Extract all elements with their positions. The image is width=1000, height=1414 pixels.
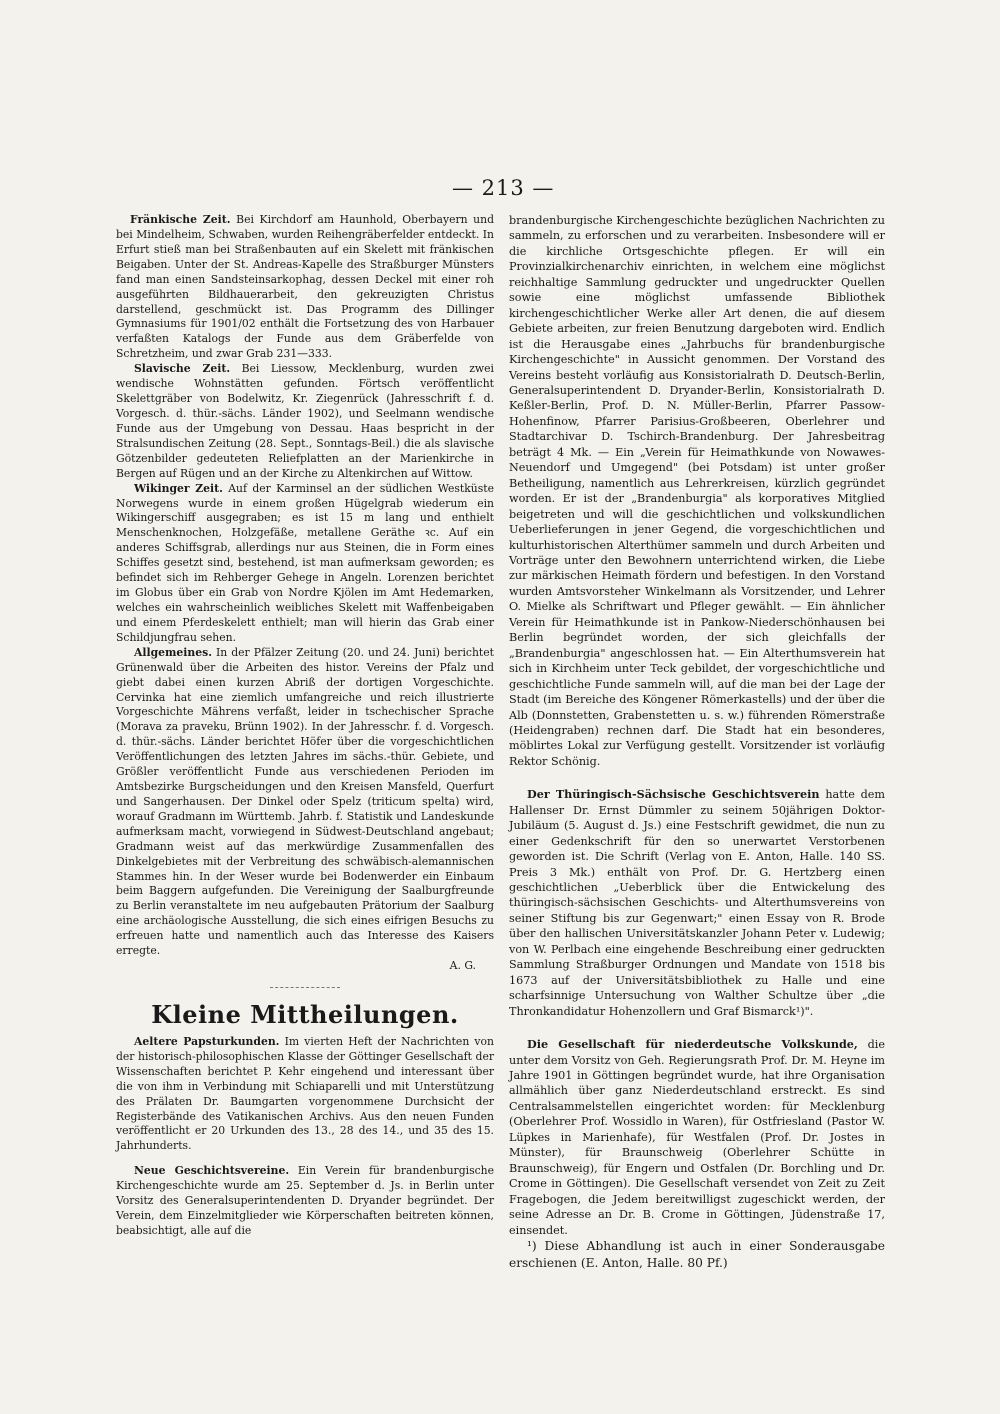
section-heading: Die Gesellschaft für niederdeutsche Volkskunde,	[527, 1037, 858, 1052]
section-heading: Wikinger Zeit.	[134, 481, 223, 495]
paragraph-text: In der Pfälzer Zeitung (20. und 24. Juni) berichtet Grünenwald über die Arbeiten des histor. Vereins der Pfalz und giebt dabei einen kurzen Abriß der dortigen Vorgeschichte. Cervinka hat eine ziemlich umfangreiche und reich illustrierte Vorgeschichte Mährens verfaßt, leider in tschechischer Sprache (Morava za praveku, Brünn 1902). In der Jahresschr. f. d. Vorgesch. d. thür.-sächs. Länder berichtet Höfer über die vorgeschichtlichen Veröffentlichungen des letzten Jahres im sächs.-thür. Gebiete, und Größler veröffentlicht Funde aus verschiedenen Perioden im Amtsbezirke Burgscheidungen und den Kreisen Mansfeld, Querfurt und Sangerhausen. Der Dinkel oder Spelz (triticum spelta) wird, worauf Gradmann im Württemb. Jahrb. f. Statistik und Landeskunde aufmerksam macht, vorwiegend in Südwest-Deutschland angebaut; Gradmann weist auf das merkwürdige Zusammenfallen des Dinkelgebietes mit der Verbreitung des schwäbisch-alemannischen Stammes hin. In der Weser wurde bei Bodenwerder ein Einbaum beim Baggern aufgefunden. Die Vereinigung der Saalburgfreunde zu Berlin veranstaltete im neu aufgebauten Prätorium der Saalburg eine archäologische Ausstellung, die sich eines eifrigen Besuchs zu erfreuen hatte und namentlich auch das Interesse des Kaisers erregte.	[116, 645, 494, 958]
paragraph-text: Im vierten Heft der Nachrichten von der historisch-philosophischen Klasse der Göttinger Gesellschaft der Wissenschaften berichtet P. Kehr eingehend und interessant über die von ihm in Verbindung mit Schiaparelli und mit Unterstützung des Prälaten Dr. Baumgarten vorgenommene Durchsicht der Registerbände des Vatikanischen Archivs. Aus den neuen Funden veröffentlicht er 20 Urkunden des 13., 28 des 14., und 35 des 15. Jahrhunderts.	[116, 1034, 494, 1153]
section-heading: Aeltere Papsturkunden.	[134, 1034, 280, 1048]
paragraph	[116, 1035, 494, 1154]
paragraph-text: hatte dem Hallenser Dr. Ernst Dümmler zu seinem 50jährigen Doktor-Jubiläum (5. August d. Js.) eine Festschrift gewidmet, die nun zu einer Gedenkschrift für den so unerwartet Verstorbenen geworden ist. Die Schrift (Verlag von E. Anton, Halle. 140 SS. Preis 3 Mk.) enthält von Prof. Dr. G. Hertzberg einen geschichtlichen „Ueberblick über die Entwickelung des thüringisch-sächsischen Geschichts- und Alterthumsvereins von seiner Stiftung bis zur Gegenwart;" einen Essay von R. Brode über den hallischen Universitätskanzler Johann Peter v. Ludewig; von W. Perlbach eine eingehende Beschreibung einer gedruckten Sammlung Straßburger Ordnungen und Mandate von 1518 bis 1673 auf der Universitätsbibliothek zu Halle und eine scharfsinnige Untersuchung von Walther Schultze über „die Thronkandidatur Hohenzollern und Graf Bismarck¹)".	[509, 788, 885, 1018]
spacer	[509, 769, 885, 787]
signature: A. G.	[449, 959, 476, 973]
separator-rule	[270, 987, 340, 988]
section-heading: Slavische Zeit.	[134, 362, 231, 376]
left-column	[116, 213, 494, 1239]
paragraph	[509, 1037, 885, 1238]
section-heading: Fränkische Zeit.	[130, 213, 231, 226]
paragraph	[509, 787, 885, 1019]
right-column	[509, 213, 885, 1272]
paragraph-text: die unter dem Vorsitz von Geh. Regierungsrath Prof. Dr. M. Heyne im Jahre 1901 in Göttingen begründet wurde, hat ihre Organisation allmählich über ganz Niederdeutschland erstreckt. Es sind Centralsammelstellen eingerichtet worden: für Mecklenburg (Oberlehrer Prof. Wossidlo in Waren), für Ostfriesland (Pastor W. Lüpkes in Marienhafe), für Westfalen (Prof. Dr. Jostes in Münster), für Braunschweig (Oberlehrer Schütte in Braunschweig), für Engern und Ostfalen (Dr. Borchling und Dr. Crome in Göttingen). Die Gesellschaft versendet von Zeit zu Zeit Fragebogen, die Jedem bereitwilligst zugeschickt werden, der seine Adresse an Dr. B. Crome in Göttingen, Jüdenstraße 17, einsendet.	[509, 1038, 886, 1237]
paragraph-text: Ein Verein für brandenburgische Kirchengeschichte wurde am 25. September d. Js. in Berlin unter Vorsitz des Generalsuperintendenten D. Dryander begründet. Der Verein, dem Einzelmitglieder wie Körperschaften beitreten können, beabsichtigt, alle auf die	[116, 1164, 495, 1237]
paragraph	[509, 213, 885, 769]
section-title: Kleine Mittheilungen.	[151, 1000, 459, 1030]
paragraph	[116, 1164, 494, 1239]
spacer	[116, 1154, 494, 1164]
paragraph-text: Bei Liessow, Mecklenburg, wurden zwei wendische Wohnstätten gefunden. Förtsch veröffentlicht Skelettgräber von Bodelwitz, Kr. Ziegenrück (Jahresschrift f. d. Vorgesch. d. thür.-sächs. Länder 1902), und Seelmann wendische Funde aus der Umgebung von Dessau. Haas bespricht in der Stralsundischen Zeitung (28. Sept., Sonntags-Beil.) die als slavische Götzenbilder gedeuteten Reliefplatten an der Marienkirche in Bergen auf Rügen und an der Kirche zu Altenkirchen auf Wittow.	[116, 362, 495, 480]
spacer	[509, 1019, 885, 1037]
footnote: ¹) Diese Abhandlung ist auch in einer Sonderausgabe erschienen (E. Anton, Halle. 80 Pf.)	[509, 1239, 885, 1270]
paragraph	[116, 482, 494, 646]
section-heading: Der Thüringisch-Sächsische Geschichtsverein	[527, 787, 820, 802]
paragraph	[116, 362, 494, 481]
section-heading: Allgemeines.	[134, 645, 212, 659]
paragraph-text: Bei Kirchdorf am Haunhold, Oberbayern und bei Mindelheim, Schwaben, wurden Reihengräberfelder entdeckt. In Erfurt stieß man bei Straßenbauten auf ein Skelett mit fränkischen Beigaben. Unter der St. Andreas-Kapelle des Straßburger Münsters fand man einen Sandsteinsarkophag, dessen Deckel mit einer roh ausgeführten Bildhauerarbeit, den gekreuzigten Christus darstellend, geschmückt ist. Das Programm des Dillinger Gymnasiums für 1901/02 enthält die Fortsetzung des von Harbauer verfaßten Katalogs der Funde aus dem Gräberfelde von Schretzheim, und zwar Grab 231—333.	[116, 213, 495, 361]
paragraph-text: Auf der Karminsel an der südlichen Westküste Norwegens wurde in einem großen Hügelgrab wiederum ein Wikingerschiff ausgegraben; es ist 15 m lang und enthielt Menschenknochen, Holzgefäße, metallene Geräthe ꝛc. Auf ein anderes Schiffsgrab, allerdings nur aus Steinen, die in Form eines Schiffes gesetzt sind, bestehend, ist man aufmerksam geworden; es befindet sich im Rehberger Gehege in Angeln. Lorenzen berichtet im Globus über ein Grab von Nordre Kjölen im Amt Hedemarken, welches ein wahrscheinlich weibliches Skelett mit Waffenbeigaben und einem Pferdeskelett enthielt; man will hierin das Grab einer Schildjungfrau sehen.	[116, 481, 494, 644]
paragraph	[116, 213, 494, 362]
paragraph-text: brandenburgische Kirchengeschichte bezüglichen Nachrichten zu sammeln, zu erforschen und zu verarbeiten. Insbesondere will er die kirchliche Ortsgeschichte pflegen. Er will ein Provinzialkirchenarchiv einrichten, in welchem eine möglichst reichhaltige Sammlung gedruckter und ungedruckter Quellen sowie eine möglichst umfassende Bibliothek kirchengeschichtlicher Werke aller Art denen, die auf diesem Gebiete arbeiten, zur freien Benutzung dargeboten wird. Endlich ist die Herausgabe eines „Jahrbuchs für brandenburgische Kirchengeschichte" in Aussicht genommen. Der Vorstand des Vereins besteht vorläufig aus Konsistorialrath D. Deutsch-Berlin, Generalsuperintendent D. Dryander-Berlin, Konsistorialrath D. Keßler-Berlin, Prof. D. N. Müller-Berlin, Pfarrer Passow-Hohenfinow, Pfarrer Parisius-Großbeeren, Oberlehrer und Stadtarchivar D. Tschirch-Brandenburg. Der Jahresbeitrag beträgt 4 Mk. — Ein „Verein für Heimathkunde von Nowawes-Neuendorf und Umgegend" (bei Potsdam) ist unter großer Betheiligung, namentlich aus Lehrerkreisen, kürzlich gegründet worden. Er ist der „Brandenburgia" als korporatives Mitglied beigetreten und will die geschichtlichen und volkskundlichen Ueberlieferungen in jener Gegend, die vorgeschichtlichen und kulturhistorischen Alterthümer sammeln und durch Arbeiten und Vorträge unter den Bewohnern unterrichtend wirken, die Liebe zur märkischen Heimath fördern und befestigen. In den Vorstand wurden Amtsvorsteher Winkelmann als Vorsitzender, und Lehrer O. Mielke als Schriftwart und Pfleger gewählt. — Ein ähnlicher Verein für Heimathkunde ist in Pankow-Niederschönhausen bei Berlin begründet worden, der sich gleichfalls der „Brandenburgia" angeschlossen hat. — Ein Alterthumsverein hat sich in Kirchheim unter Teck gebildet, der vorgeschichtliche und geschichtliche Funde sammeln will, auf die man bei der Lage der Stadt (im Bereiche des Köngener Römerkastells) und der über die Alb (Donnstetten, Grabenstetten u. s. w.) führenden Römerstraße (Heidengraben) rechnen darf. Die Stadt hat ein besonderes, möblirtes Lokal zur Verfügung gestellt. Vorsitzender ist vorläufig Rektor Schönig.	[509, 214, 885, 768]
paragraph	[116, 646, 494, 959]
section-heading: Neue Geschichtsvereine.	[134, 1164, 290, 1178]
page-number: — 213 —	[452, 176, 555, 200]
